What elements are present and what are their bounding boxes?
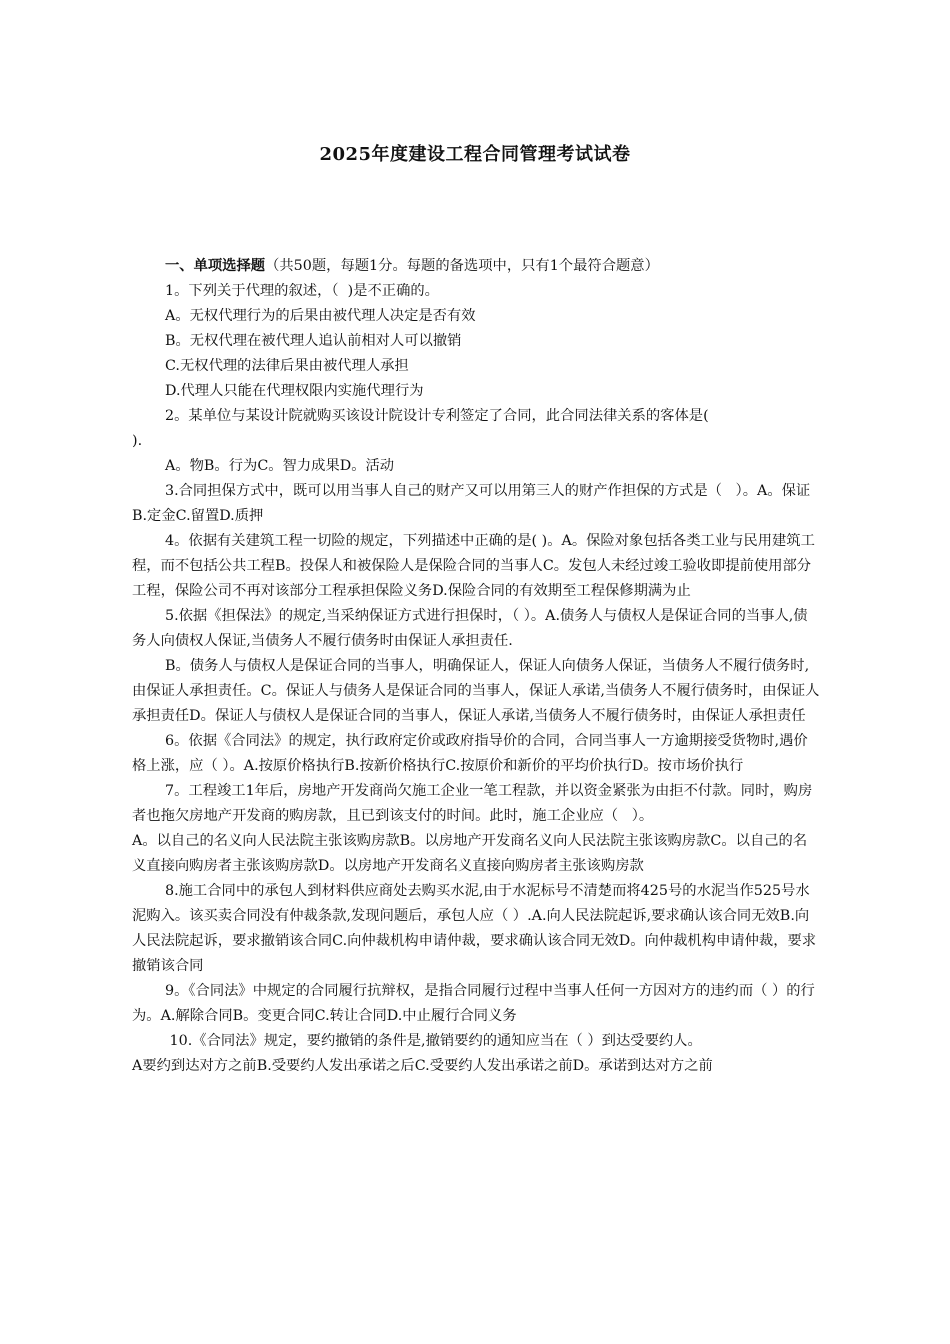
section-heading (132, 254, 820, 279)
question-8: 8.施工合同中的承包人到材料供应商处去购买水泥,由于水泥标号不清楚而将425号的水泥当作525号水泥购入。该买卖合同没有仲裁条款,发现问题后，承包人应（ ）.A.向人民法院起诉,要求确认该合同无效B.向人民法院起诉，要求撤销该合同C.向仲裁机构申请仲裁，要求确认该合同无效D。向仲裁机构申请仲裁，要求撤销该合同 (132, 883, 817, 974)
document-body (132, 254, 823, 1079)
question-5: 5.依据《担保法》的规定,当采纳保证方式进行担保时，（ ）。A.债务人与债权人是保证合同的当事人,债务人向债权人保证,当债务人不履行债务时由保证人承担责任. (132, 608, 808, 649)
question-5-options: B。债务人与债权人是保证合同的当事人，明确保证人，保证人向债务人保证，当债务人不履行债务时,由保证人承担责任。C。保证人与债务人是保证合同的当事人，保证人承诺,当债务人不履行债务时，由保证人承担责任D。保证人与债权人是保证合同的当事人，保证人承诺,当债务人不履行债务时，由保证人承担责任 (132, 658, 820, 724)
question-2-options: A。物B。行为C。智力成果D。活动 (165, 458, 395, 474)
question-2: 2。某单位与某设计院就购买该设计院设计专利签定了合同，此合同法律关系的客体是( ). (132, 408, 823, 449)
question-6: 6。依据《合同法》的规定，执行政府定价或政府指导价的合同，合同当事人一方逾期接受货物时,遇价格上涨，应（ ）。A.按原价格执行B.按新价格执行C.按原价和新价的平均价执行D。按市场价执行 (132, 733, 808, 774)
question-1-option-b: B。无权代理在被代理人追认前相对人可以撤销 (165, 333, 462, 349)
question-9: 9。《合同法》中规定的合同履行抗辩权，是指合同履行过程中当事人任何一方因对方的违约而（ ）的行为。A.解除合同B。变更合同C.转让合同D.中止履行合同义务 (132, 983, 815, 1024)
question-10: 10.《合同法》规定，要约撤销的条件是,撤销要约的通知应当在（ ）到达受要约人。 (165, 1033, 702, 1049)
section-label: 一、单项选择题 (165, 258, 266, 274)
question-10-options: A要约到达对方之前B.受要约人发出承诺之后C.受要约人发出承诺之前D。承诺到达对方之前 (132, 1058, 713, 1074)
question-7-options: A。以自己的名义向人民法院主张该购房款B。以房地产开发商名义向人民法院主张该购房款C。以自己的名义直接向购房者主张该购房款D。以房地产开发商名义直接向购房者主张该购房款 (132, 833, 808, 874)
question-1: 1。下列关于代理的叙述，（ )是不正确的。 (165, 283, 439, 299)
document-title: 2025年度建设工程合同管理考试试卷 (319, 144, 631, 165)
section-note: （共50题，每题1分。每题的备选项中，只有1个最符合题意） (265, 258, 659, 274)
question-7: 7。工程竣工1年后，房地产开发商尚欠施工企业一笔工程款，并以资金紧张为由拒不付款。同时，购房者也拖欠房地产开发商的购房款，且已到该支付的时间。此时，施工企业应（ ）。 (132, 783, 813, 824)
question-4: 4。依据有关建筑工程一切险的规定，下列描述中正确的是( )。A。保险对象包括各类工业与民用建筑工程，而不包括公共工程B。投保人和被保险人是保险合同的当事人C。发包人未经过竣工验收即提前使用部分工程，保险公司不再对该部分工程承担保险义务D.保险合同的有效期至工程保修期满为止 (132, 533, 815, 599)
question-1-option-a: A。无权代理行为的后果由被代理人决定是否有效 (165, 308, 476, 324)
question-1-option-c: C.无权代理的法律后果由被代理人承担 (165, 358, 409, 374)
question-1-option-d: D.代理人只能在代理权限内实施代理行为 (165, 383, 424, 399)
question-3: 3.合同担保方式中，既可以用当事人自己的财产又可以用第三人的财产作担保的方式是（ ）。A。保证B.定金C.留置D.质押 (132, 483, 811, 524)
